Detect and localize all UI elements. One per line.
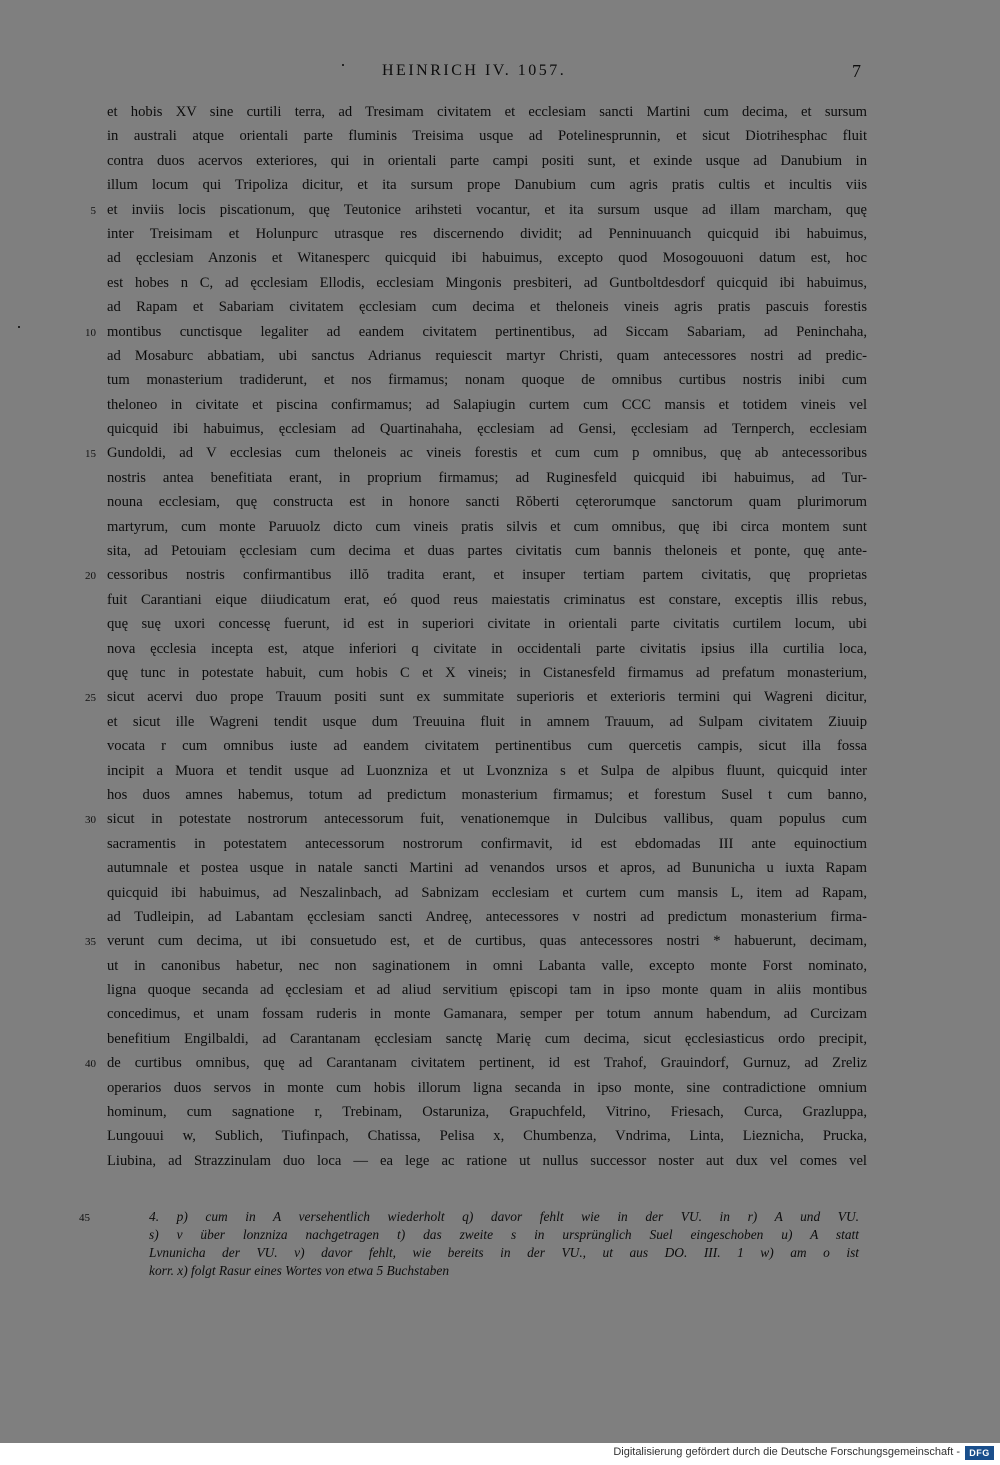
text-line	[0, 173, 1000, 197]
footnotes	[0, 1208, 1000, 1280]
line-text: ad Mosaburc abbatiam, ubi sanctus Adrianus requiescit martyr Christi, quam antecessores nostri ad predic-	[107, 347, 867, 364]
line-number: 20	[85, 570, 96, 583]
text-line	[0, 1076, 1000, 1100]
text-line	[0, 978, 1000, 1002]
line-text: et hobis XV sine curtili terra, ad Tresimam civitatem et ecclesiam sancti Martini cum decima, et sursum	[107, 104, 867, 120]
line-text: benefitium Engilbaldi, ad Carantanam ęcclesiam sanctę Marię cum decima, sicut ęcclesiasticus ordo precipit,	[107, 1030, 867, 1047]
line-text: ad Rapam et Sabariam civitatem ęcclesiam cum decima et theloneis vineis agris pratis pascuis forestis	[107, 299, 867, 316]
line-text: ad Tudleipin, ad Labantam ęcclesiam sancti Andreę, antecessores v nostri ad predictum monasterium firma-	[107, 908, 867, 925]
line-text: operarios duos servos in monte cum hobis illorum ligna secanda in ipso monte, sine contradictione omnium	[107, 1079, 867, 1096]
line-text: ad ęcclesiam Anzonis et Witanesperc quicquid ibi habuimus, excepto quod Mosogouuoni datum est, hoc	[107, 250, 867, 267]
footnote-line	[0, 1226, 1000, 1244]
line-text: quę suę uxori concessę fuerunt, id est in superiori civitate in orientali parte civitatis curtilem locum, ubi	[107, 616, 867, 633]
text-line	[0, 1051, 1000, 1075]
footnote-line-number: 45	[79, 1212, 90, 1224]
text-line	[0, 515, 1000, 539]
footnote-line	[0, 1262, 1000, 1280]
text-line	[0, 466, 1000, 490]
footnote-line	[0, 1208, 1000, 1226]
footnote-text: s) v über lonzniza nachgetragen t) das zweite s in ursprünglich Suel eingeschoben u) A statt	[149, 1227, 859, 1242]
line-text: verunt cum decima, ut ibi consuetudo est, et de curtibus, quas antecessores nostri * habuerunt, decimam,	[107, 933, 867, 950]
line-text: Liubina, ad Strazzinulam duo loca — ea lege ac ratione ut nullus successor noster aut dux vel comes vel	[107, 1152, 867, 1169]
line-text: tum monasterium tradiderunt, et nos firmamus; nonam quoque de omnibus curtibus nostris inibi cum	[107, 372, 867, 389]
line-text: martyrum, cum monte Paruuolz dicto cum vineis pratis silvis et cum omnibus, quę ibi circa montem sunt	[107, 518, 867, 535]
running-title: HEINRICH IV. 1057.	[382, 62, 567, 79]
line-text: illum locum qui Tripoliza dicitur, et ita sursum prope Danubium cum agris pratis cultis et incultis viis	[107, 177, 867, 194]
line-text: Lungouui w, Sublich, Tiufinpach, Chatissa, Pelisa x, Chumbenza, Vndrima, Linta, Lieznicha, Prucka,	[107, 1128, 867, 1145]
text-line	[0, 344, 1000, 368]
line-text: vocata r cum omnibus iuste ad eandem civitatem pertinentibus cum quercetis campis, sicut illa fossa	[107, 738, 867, 755]
footnote-line	[0, 1244, 1000, 1262]
line-text: concedimus, et unam fossam ruderis in monte Gamanara, semper per totum annum habendum, ad Curcizam	[107, 1006, 867, 1023]
text-line	[0, 661, 1000, 685]
line-text: sita, ad Petouiam ęcclesiam cum decima et duas partes civitatis cum bannis theloneis et ponte, quę ante-	[107, 543, 867, 560]
line-text: autumnale et postea usque in natale sancti Martini ad venandos ursos et apros, ad Bununicha u iuxta Rapam	[107, 860, 867, 877]
funding-credit: Digitalisierung gefördert durch die Deutsche Forschungsgemeinschaft -	[613, 1446, 960, 1458]
line-text: sicut acervi duo prope Trauum positi sunt ex summitate superioris et exterioris termini qui Wagreni dicitur,	[107, 689, 867, 706]
line-text: incipit a Muora et tendit usque ad Luonzniza et ut Lvonzniza s et Sulpa de alpibus fluunt, quicquid inter	[107, 762, 867, 779]
line-text: ut in canonibus habetur, nec non saginationem in omni Labanta valle, excepto monte Forst nominato,	[107, 957, 867, 974]
line-text: hos duos amnes habemus, totum ad predictum monasterium firmamus; et forestum Susel t cum banno,	[107, 786, 867, 803]
line-text: et inviis locis piscationum, quę Teutonice arihsteti vocantur, et ita sursum usque ad illam marcham, quę	[107, 201, 867, 218]
text-line	[0, 1002, 1000, 1026]
text-line	[0, 222, 1000, 246]
page-number: 7	[852, 61, 861, 81]
page-header	[0, 62, 1000, 86]
text-line	[0, 563, 1000, 587]
line-text: est hobes n C, ad ęcclesiam Ellodis, ecclesiam Mingonis presbiteri, ad Guntboltdesdorf quicquid ibi habuimus,	[107, 274, 867, 291]
text-line	[0, 685, 1000, 709]
text-line	[0, 1100, 1000, 1124]
dfg-logo: DFG	[965, 1446, 994, 1460]
text-line	[0, 246, 1000, 270]
line-text: sacramentis in potestatem antecessorum nostrorum confirmavit, id est ebdomadas III ante equinoctium	[107, 835, 867, 852]
text-line	[0, 637, 1000, 661]
line-text: de curtibus omnibus, quę ad Carantanam civitatem pertinent, id est Trahof, Grauindorf, Gurnuz, ad Zreliz	[107, 1055, 867, 1072]
line-text: hominum, cum sagnatione r, Trebinam, Ostaruniza, Grapuchfeld, Vitrino, Friesach, Curca, Grazluppa,	[107, 1104, 867, 1121]
text-line	[0, 149, 1000, 173]
line-text: ligna quoque secanda ad ęcclesiam et ad aliud servitium ępiscopi tam in ipso monte quam in aliis montibus	[107, 982, 867, 999]
line-text: sicut in potestate nostrorum antecessorum fuit, venationemque in Dulcibus vallibus, quam populus cum	[107, 811, 867, 828]
line-text: cessoribus nostris confirmantibus illŏ tradita erant, et insuper tertiam partem civitatis, quę proprietas	[107, 567, 867, 584]
text-line	[0, 612, 1000, 636]
line-number: 10	[85, 326, 96, 339]
footer-bar	[0, 1443, 1000, 1465]
text-line	[0, 1027, 1000, 1051]
line-text: quicquid ibi habuimus, ęcclesiam ad Quartinahaha, ęcclesiam ad Gensi, ęcclesiam ad Ternperch, ecclesiam	[107, 421, 867, 438]
text-line	[0, 905, 1000, 929]
text-line	[0, 393, 1000, 417]
text-line	[0, 783, 1000, 807]
line-number: 5	[90, 204, 96, 217]
line-number: 25	[85, 692, 96, 705]
line-text: theloneo in civitate et piscina confirmamus; ad Salapiugin curtem cum CCC mansis et totidem vineis vel	[107, 396, 867, 413]
text-line	[0, 441, 1000, 465]
text-line	[0, 856, 1000, 880]
text-line	[0, 734, 1000, 758]
text-line	[0, 954, 1000, 978]
text-line	[0, 1149, 1000, 1173]
footnote-text: korr. x) folgt Rasur eines Wortes von etwa 5 Buchstaben	[149, 1263, 450, 1278]
text-line	[0, 295, 1000, 319]
line-number: 35	[85, 936, 96, 949]
text-line	[0, 124, 1000, 148]
text-line	[0, 832, 1000, 856]
line-number: 15	[85, 448, 96, 461]
text-line	[0, 490, 1000, 514]
text-line	[0, 1124, 1000, 1148]
text-line	[0, 759, 1000, 783]
line-text: fuit Carantiani eique diiudicatum erat, eó quod reus maiestatis criminatus est constare, exceptis illis rebus,	[107, 591, 867, 608]
text-line	[0, 710, 1000, 734]
line-text: nostris antea benefitiata erant, in proprium firmamus; ad Ruginesfeld quicquid ibi habuimus, ad Tur-	[107, 469, 867, 486]
text-line	[0, 100, 1000, 124]
line-text: in australi atque orientali parte fluminis Treisima usque ad Potelinesprunnin, et sicut Diotrihesphac fluit	[107, 128, 867, 145]
text-line	[0, 198, 1000, 222]
line-text: quicquid ibi habuimus, ad Neszalinbach, ad Sabnizam ecclesiam et curtem cum mansis L, item ad Rapam,	[107, 884, 867, 901]
text-line	[0, 417, 1000, 441]
text-line	[0, 807, 1000, 831]
text-line	[0, 271, 1000, 295]
line-text: nova ęcclesia incepta est, atque inferiori q civitate in occidentali parte civitatis ipsius illa curtilia loca,	[107, 640, 867, 657]
line-text: montibus cunctisque legaliter ad eandem civitatem pertinentibus, ad Siccam Sabariam, ad Peninchaha,	[107, 323, 867, 340]
line-text: inter Treisimam et Holunpurc utrasque res discernendo dividit; ad Penninuuanch quicquid ibi habuimus,	[107, 225, 867, 242]
line-text: nouna ecclesiam, quę constructa est in honore sancti Rŏberti cęterorumque sanctorum quam plurimorum	[107, 494, 867, 511]
line-number: 30	[85, 814, 96, 827]
text-line	[0, 588, 1000, 612]
text-line	[0, 881, 1000, 905]
text-line	[0, 320, 1000, 344]
text-line	[0, 929, 1000, 953]
line-text: quę tunc in potestate habuit, cum hobis C et X vineis; in Cistanesfeld firmamus ad prefatum monasterium,	[107, 664, 867, 681]
body-text	[0, 100, 1000, 1173]
header-mark	[342, 64, 344, 66]
text-line	[0, 368, 1000, 392]
line-text: et sicut ille Wagreni tendit usque dum Treuuina fluit in amnem Trauum, ad Sulpam civitatem Ziuuip	[107, 713, 867, 730]
line-number: 40	[85, 1058, 96, 1071]
line-text: Gundoldi, ad V ecclesias cum theloneis ac vineis forestis et cum cum p omnibus, quę ab antecessoribus	[107, 445, 867, 462]
line-text: contra duos acervos exteriores, qui in orientali parte campi positi sunt, et exinde usque ad Danubium in	[107, 152, 867, 169]
text-line	[0, 539, 1000, 563]
footnote-text: 4. p) cum in A versehentlich wiederholt q) davor fehlt wie in der VU. in r) A und VU.	[149, 1209, 859, 1224]
footnote-text: Lvnunicha der VU. v) davor fehlt, wie bereits in der VU., ut aus DO. III. 1 w) am o ist	[149, 1245, 859, 1260]
